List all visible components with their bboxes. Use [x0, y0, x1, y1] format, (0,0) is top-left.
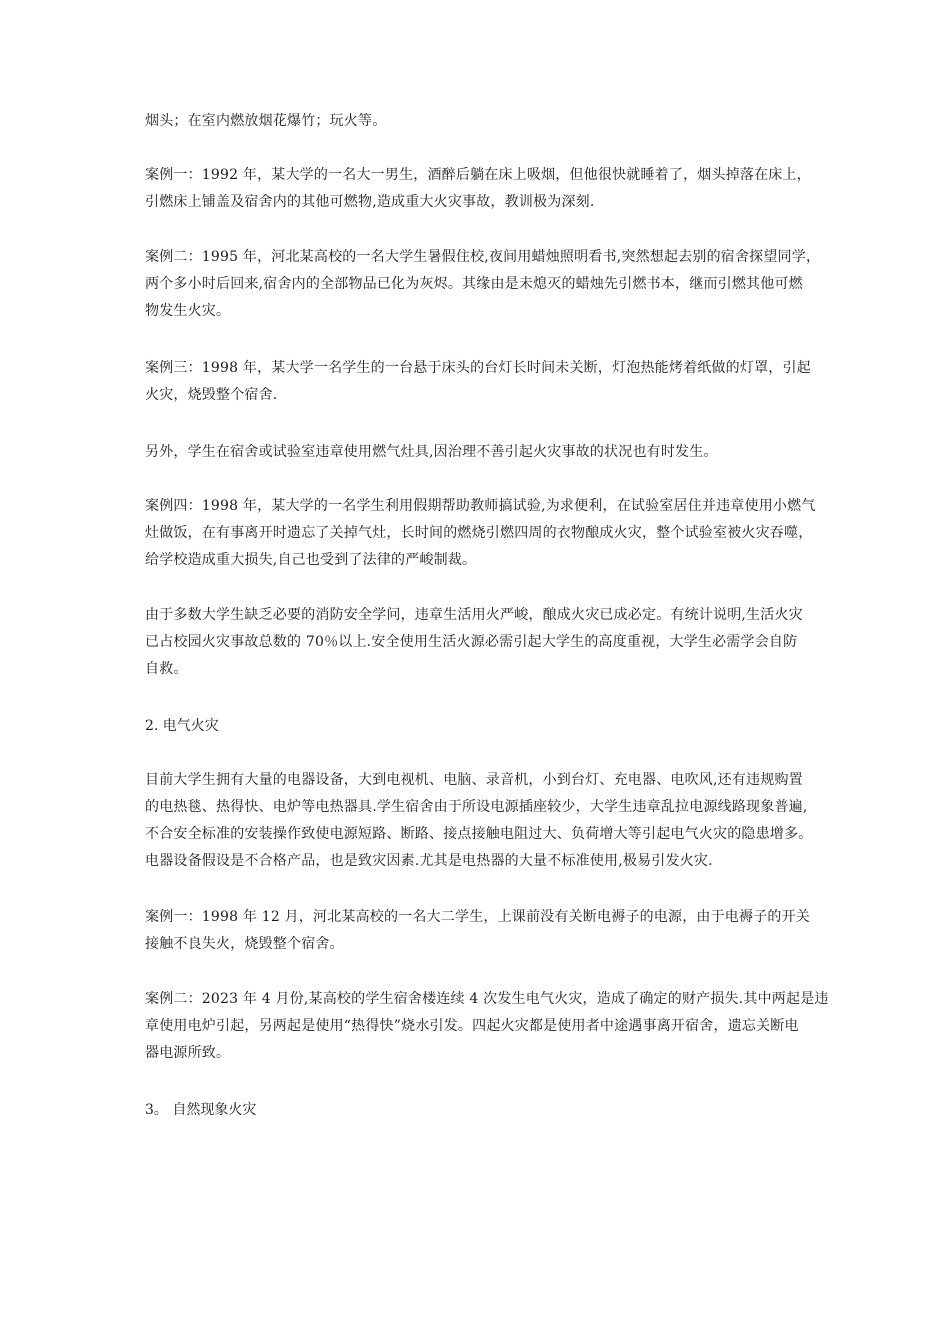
text-line: 不合安全标准的安装操作致使电源短路、断路、接点接触电阻过大、负荷增大等引起电气火灾的隐患增多。 — [145, 826, 813, 842]
paragraph-case-1 — [145, 162, 815, 216]
paragraph-lab-stoves — [145, 439, 815, 466]
paragraph-case-2 — [145, 244, 821, 325]
text-line: 两个多小时后回来,宿舍内的全部物品已化为灰烬。其缘由是未熄灭的蜡烛先引燃书本，继而引燃其他可燃 — [145, 276, 803, 292]
text-line: 案例一：1992 年，某大学的一名大一男生，酒醉后躺在床上吸烟，但他很快就睡着了，烟头掉落在床上， — [145, 167, 811, 183]
text-line: 目前大学生拥有大量的电器设备，大到电视机、电脑、录音机，小到台灯、充电器、电吹风,还有违规购置 — [145, 772, 803, 788]
text-line: 器电源所致。 — [145, 1045, 231, 1061]
text-line: 案例一：1998 年 12 月，河北某高校的一名大二学生，上课前没有关断电褥子的电源，由于电褥子的开关 — [145, 909, 810, 925]
text-line: 烟头；在室内燃放烟花爆竹；玩火等。 — [145, 113, 387, 129]
text-line: 火灾，烧毁整个宿舍. — [145, 387, 278, 403]
paragraph-case-3 — [145, 355, 815, 409]
text-line: 案例二：1995 年，河北某高校的一名大学生暑假住校,夜间用蜡烛照明看书,突然想起去别的宿舍探望同学， — [145, 249, 821, 265]
text-line: 章使用电炉引起，另两起是使用“热得快”烧水引发。四起火灾都是使用者中途遇事离开宿舍，遗忘关断电 — [145, 1018, 799, 1034]
text-line: 引燃床上铺盖及宿舍内的其他可燃物,造成重大火灾事故，教训极为深刻. — [145, 194, 595, 210]
text-line: 自救。 — [145, 661, 188, 677]
text-line: 接触不良失火，烧毁整个宿舍。 — [145, 936, 344, 952]
paragraph-statistics — [145, 602, 815, 683]
text-line: 的电热毯、热得快、电炉等电热器具.学生宿舍由于所设电源插座较少，大学生违章乱拉电源线路现象普遍, — [145, 799, 808, 815]
paragraph-case-4 — [145, 493, 815, 574]
text-line: 案例二：2023 年 4 月份,某高校的学生宿舍楼连续 4 次发生电气火灾，造成了确定的财产损失.其中两起是违 — [145, 991, 829, 1007]
paragraph-electrical-case-2 — [145, 986, 829, 1067]
section-heading-electrical-fire: 2. 电气火灾 — [145, 718, 219, 734]
text-line: 由于多数大学生缺乏必要的消防安全学问，违章生活用火严峻，酿成火灾已成必定。有统计说明,生活火灾 — [145, 607, 803, 623]
text-line: 物发生火灾。 — [145, 303, 231, 319]
text-line: 案例四：1998 年，某大学的一名学生利用假期帮助教师搞试验,为求便利，在试验室居住并违章使用小燃气 — [145, 498, 816, 514]
paragraph-electrical-devices — [145, 767, 815, 875]
text-line: 已占校园火灾事故总数的 70％以上.安全使用生活火源必需引起大学生的高度重视，大学生必需学会自防 — [145, 634, 798, 650]
paragraph-electrical-case-1 — [145, 904, 815, 958]
section-heading-natural-fire: 3。 自然现象火灾 — [145, 1102, 257, 1118]
text-line: 另外，学生在宿舍或试验室违章使用燃气灶具,因治理不善引起火灾事故的状况也有时发生。 — [145, 444, 718, 460]
text-line: 给学校造成重大损失,自己也受到了法律的严峻制裁。 — [145, 552, 477, 568]
text-line: 灶做饭，在有事离开时遗忘了关掉气灶，长时间的燃烧引燃四周的衣物酿成火灾，整个试验室被火灾吞噬， — [145, 525, 813, 541]
paragraph-fire-causes — [145, 108, 815, 135]
text-line: 电器设备假设是不合格产品，也是致灾因素.尤其是电热器的大量不标准使用,极易引发火灾. — [145, 853, 713, 869]
text-line: 案例三：1998 年，某大学一名学生的一台悬于床头的台灯长时间未关断，灯泡热能烤着纸做的灯罩，引起 — [145, 360, 811, 376]
